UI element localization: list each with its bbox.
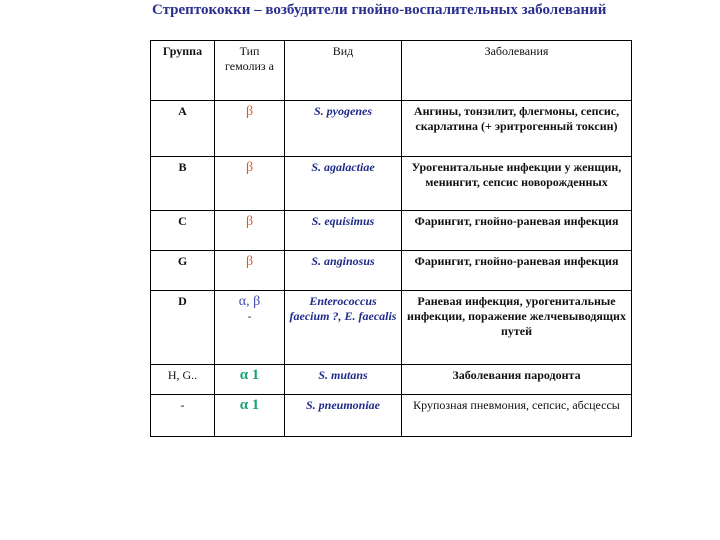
cell-species: S. pyogenes xyxy=(285,101,402,157)
cell-species: S. equisimus xyxy=(285,211,402,251)
cell-group: G xyxy=(151,251,215,291)
cell-diseases: Раневая инфекция, урогенитальные инфекции, поражение желчевыводящих путей xyxy=(402,291,632,365)
cell-hemolysis xyxy=(215,211,285,251)
hemolysis-extra: - xyxy=(247,309,252,323)
beta-symbol: β xyxy=(245,160,254,175)
cell-diseases: Крупозная пневмония, сепсис, абсцессы xyxy=(402,395,632,437)
cell-species: S. anginosus xyxy=(285,251,402,291)
cell-hemolysis xyxy=(215,101,285,157)
cell-diseases: Урогенитальные инфекции у женщин, менингит, сепсис новорожденных xyxy=(402,157,632,211)
cell-diseases: Фарингит, гнойно-раневая инфекция xyxy=(402,251,632,291)
cell-group: H, G.. xyxy=(151,365,215,395)
cell-diseases: Ангины, тонзилит, флегмоны, сепсис, скарлатина (+ эритрогенный токсин) xyxy=(402,101,632,157)
table-header-row xyxy=(151,41,632,101)
page-title: Стрептококки – возбудители гнойно-воспалительных заболеваний xyxy=(152,2,607,18)
table-row xyxy=(151,211,632,251)
alpha1-symbol: α 1 xyxy=(239,397,260,413)
cell-hemolysis xyxy=(215,251,285,291)
beta-symbol: β xyxy=(245,104,254,119)
table-row xyxy=(151,157,632,211)
cell-hemolysis xyxy=(215,291,285,365)
header-group: Группа xyxy=(151,41,215,101)
table-row xyxy=(151,101,632,157)
table-row xyxy=(151,395,632,437)
header-species: Вид xyxy=(285,41,402,101)
cell-group: B xyxy=(151,157,215,211)
table-row xyxy=(151,291,632,365)
cell-diseases: Фарингит, гнойно-раневая инфекция xyxy=(402,211,632,251)
alpha1-symbol: α 1 xyxy=(239,367,260,383)
cell-hemolysis xyxy=(215,157,285,211)
cell-hemolysis xyxy=(215,395,285,437)
cell-species: S. agalactiae xyxy=(285,157,402,211)
table-row xyxy=(151,365,632,395)
cell-group: C xyxy=(151,211,215,251)
beta-symbol: β xyxy=(245,214,254,229)
cell-species: S. pneumoniae xyxy=(285,395,402,437)
header-diseases: Заболевания xyxy=(402,41,632,101)
cell-group: A xyxy=(151,101,215,157)
cell-diseases: Заболевания пародонта xyxy=(402,365,632,395)
alpha-beta-symbol: α, β xyxy=(238,294,261,309)
cell-species: Enterococcus faecium ?, E. faecalis xyxy=(285,291,402,365)
cell-group: - xyxy=(151,395,215,437)
beta-symbol: β xyxy=(245,254,254,269)
header-hemolysis: Тип гемолиз а xyxy=(215,41,285,101)
cell-group: D xyxy=(151,291,215,365)
cell-hemolysis xyxy=(215,365,285,395)
cell-species: S. mutans xyxy=(285,365,402,395)
streptococci-table xyxy=(150,40,632,437)
table-row xyxy=(151,251,632,291)
